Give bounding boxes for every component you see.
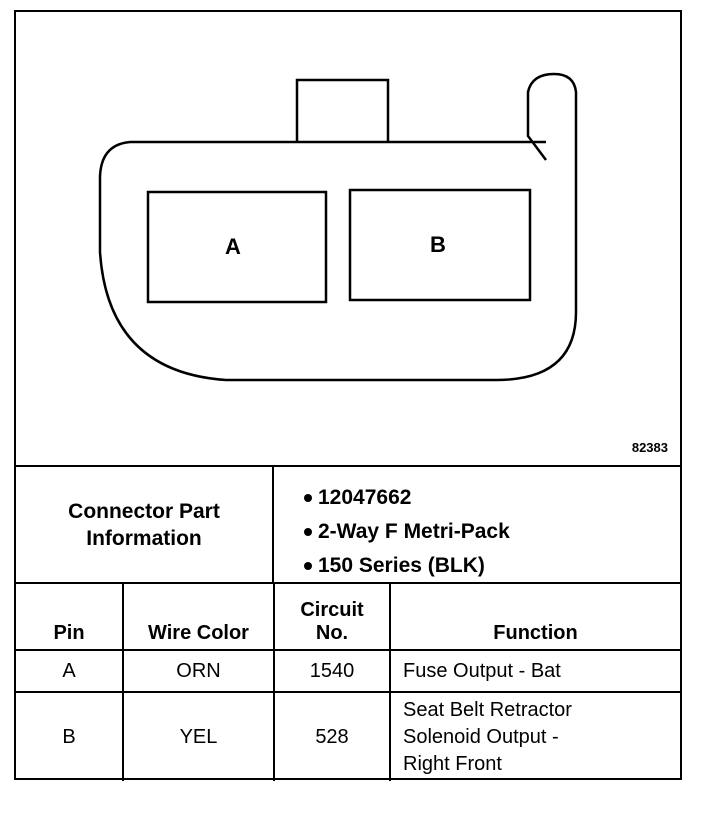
pinout-header-row	[16, 583, 680, 650]
header-circuit-line1: Circuit	[300, 599, 364, 621]
function-cell	[390, 650, 680, 692]
wire-color-cell: YEL	[123, 692, 274, 781]
function-line: Seat Belt Retractor	[403, 698, 572, 721]
connector-part-info	[16, 465, 680, 582]
bullet-dot	[304, 494, 312, 502]
table-row	[16, 692, 680, 781]
pin-cell: A	[16, 650, 123, 692]
part-info-bullet	[318, 549, 680, 583]
header-circuit-line2: No.	[315, 622, 349, 644]
connector-type: 2-Way F Metri-Pack	[318, 520, 510, 543]
header-function: Function	[390, 583, 680, 650]
part-info-bullet	[318, 515, 680, 549]
circuit-cell: 1540	[274, 650, 390, 692]
header-wire-color: Wire Color	[123, 583, 274, 650]
header-pin: Pin	[16, 583, 123, 650]
part-info-bullet	[318, 481, 680, 515]
part-info-heading	[16, 467, 274, 582]
connector-outline	[16, 12, 680, 465]
cavity-b-label: B	[430, 232, 446, 257]
part-number: 12047662	[318, 486, 412, 509]
header-circuit-no	[274, 583, 390, 650]
wire-color-cell: ORN	[123, 650, 274, 692]
connector-frame	[14, 10, 682, 780]
bullet-dot	[304, 528, 312, 536]
part-info-title-line1: Connector Part	[68, 499, 220, 523]
function-line: Fuse Output - Bat	[403, 659, 561, 682]
bullet-dot	[304, 562, 312, 570]
connector-latch-tab	[297, 80, 388, 142]
function-line: Solenoid Output -	[403, 725, 559, 748]
connector-body	[100, 74, 576, 380]
cavity-a-label: A	[225, 234, 241, 259]
function-cell	[390, 692, 680, 781]
part-info-bullets	[274, 467, 680, 582]
pinout-table	[16, 582, 680, 781]
table-row	[16, 650, 680, 692]
function-line: Right Front	[403, 752, 502, 775]
connector-diagram	[16, 12, 680, 465]
part-info-title-line2: Information	[86, 526, 202, 550]
pin-cell: B	[16, 692, 123, 781]
figure-reference-number: 82383	[631, 440, 668, 455]
circuit-cell: 528	[274, 692, 390, 781]
connector-series: 150 Series (BLK)	[318, 554, 485, 577]
